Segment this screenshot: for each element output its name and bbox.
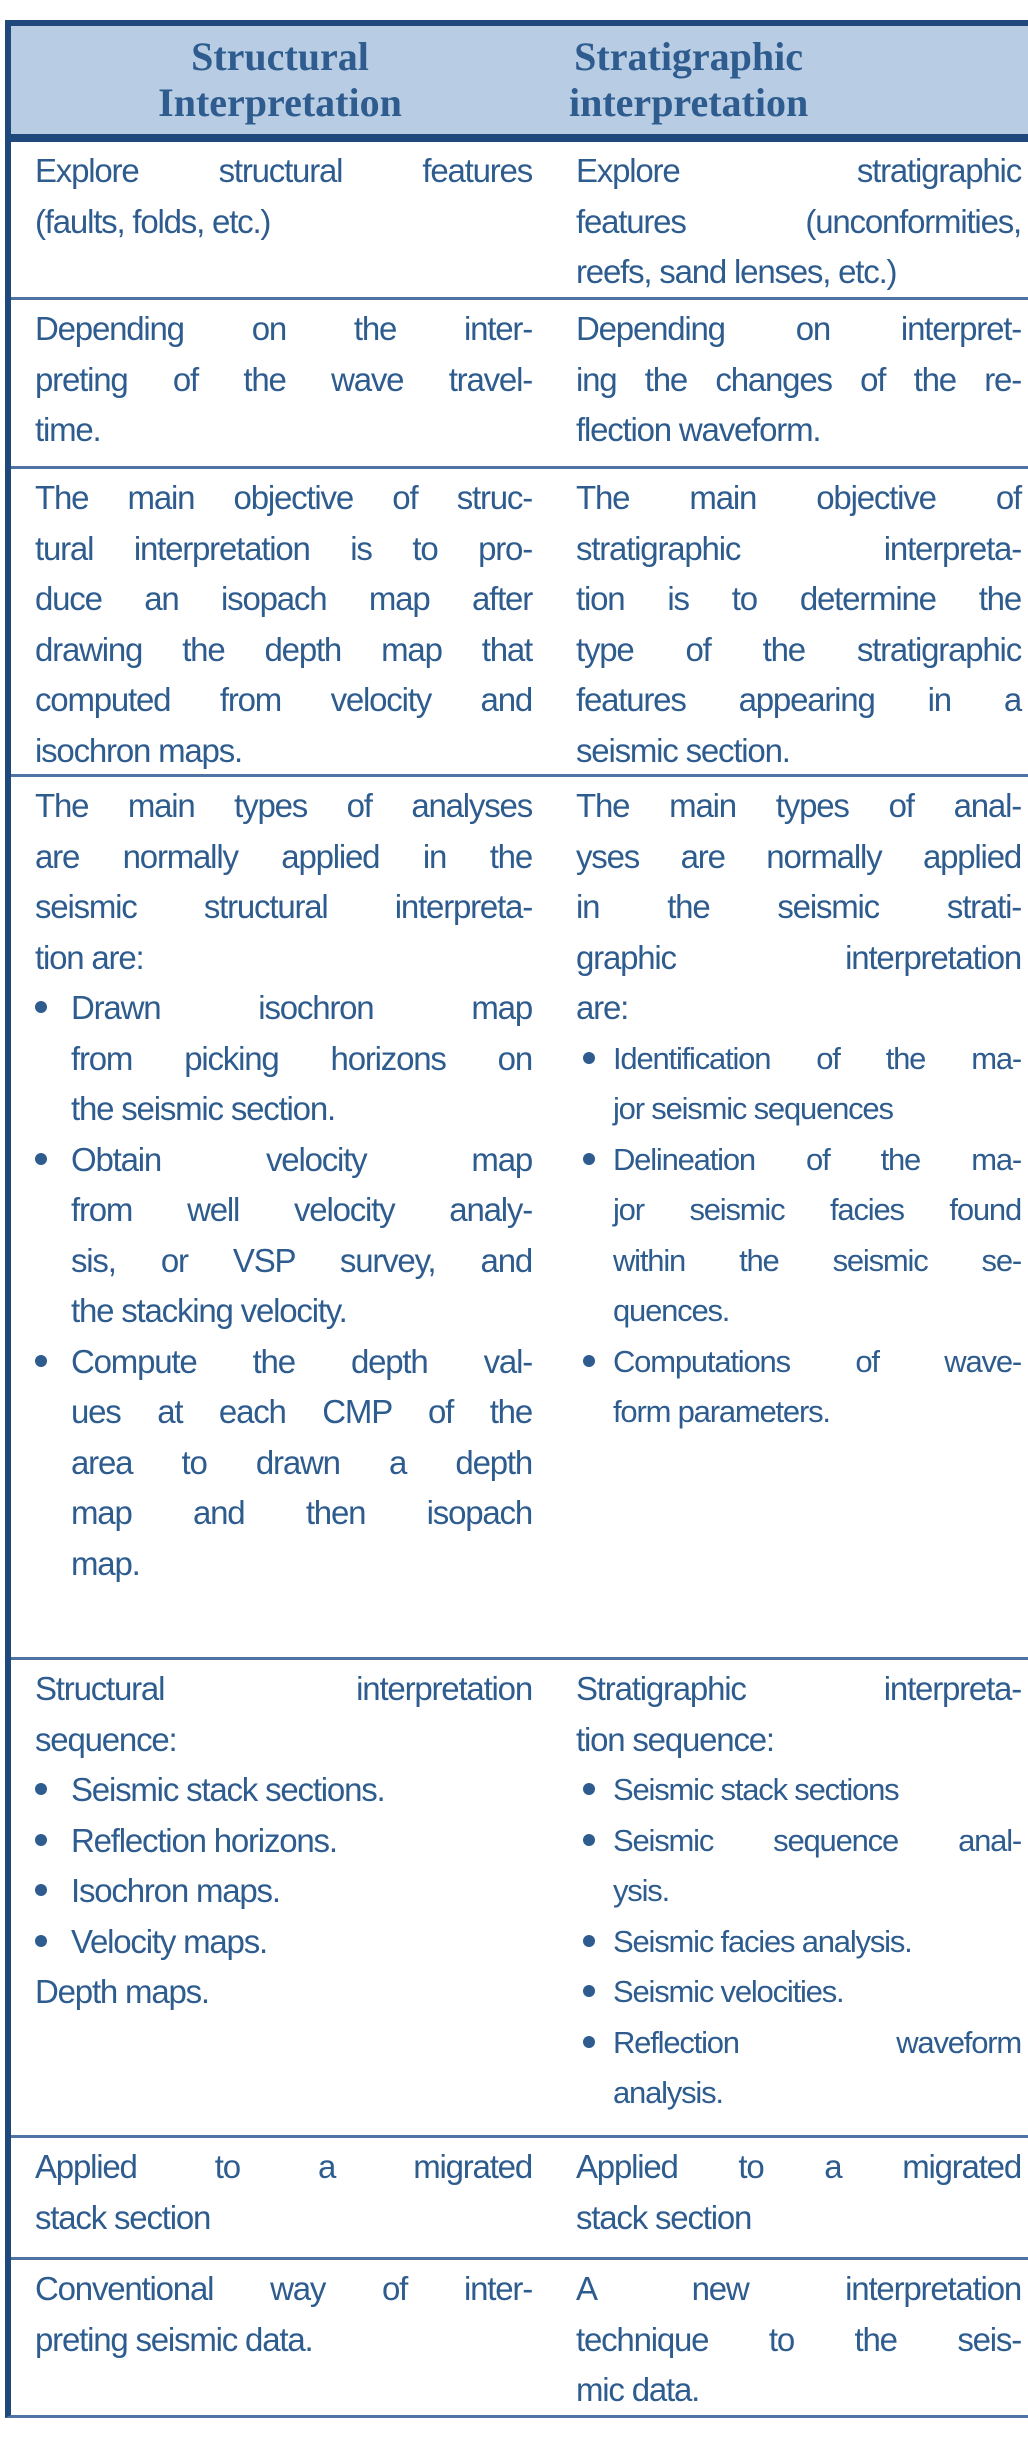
text-line: Seismic facies analysis.	[613, 1923, 912, 1959]
bullet-item	[576, 1337, 1021, 1438]
cell-stratigraphic	[556, 2260, 1021, 2415]
bullet-item	[576, 1816, 1021, 1917]
bullet-item	[35, 1917, 532, 1968]
text-line: quences.	[613, 1293, 730, 1328]
text-line: Identification of the ma-	[613, 1040, 1021, 1076]
table-row	[11, 142, 1028, 297]
header-line: interpretation	[569, 80, 809, 125]
text-line: Delineation of the ma-	[613, 1141, 1021, 1177]
bullet-item	[576, 2018, 1021, 2119]
text-line: A new interpretation	[576, 2270, 1021, 2307]
cell-structural	[11, 2260, 556, 2415]
bullet-item	[35, 1337, 532, 1590]
bullet-item	[576, 1967, 1021, 2018]
text-line: tion sequence:	[576, 1720, 774, 1758]
text-line: the stacking velocity.	[71, 1292, 347, 1329]
text-line: tion are:	[35, 938, 144, 976]
text-line: mic data.	[576, 2371, 700, 2408]
bullet-icon	[583, 1834, 595, 1846]
text-line: within the seismic se-	[613, 1242, 1021, 1278]
text-line: drawing the depth map that	[35, 630, 532, 668]
text-line: from well velocity analy-	[71, 1191, 532, 1228]
bullet-icon	[583, 1935, 595, 1947]
text-line: duce an isopach map after	[35, 580, 532, 617]
text-line: The main types of anal-	[576, 787, 1021, 824]
bullet-icon	[583, 1052, 595, 1064]
header-stratigraphic-interpretation	[549, 26, 1009, 134]
text-line: the seismic section.	[71, 1090, 335, 1127]
text-line: technique to the seis-	[576, 2320, 1021, 2358]
text-line: stack section	[35, 2198, 211, 2236]
bullet-item	[35, 1816, 532, 1867]
bullet-item	[576, 1765, 1021, 1816]
cell-structural	[11, 2138, 556, 2257]
cell-structural	[11, 1660, 556, 2135]
text-line: Computations of wave-	[613, 1343, 1021, 1379]
text-line: from picking horizons on	[71, 1039, 532, 1077]
text-line: stratigraphic interpreta-	[576, 529, 1021, 567]
text-line: ues at each CMP of the	[71, 1393, 532, 1430]
bullet-icon	[35, 1884, 47, 1896]
text-line: Seismic stack sections	[613, 1772, 899, 1807]
text-line: are:	[576, 989, 629, 1026]
table-row	[11, 2135, 1028, 2257]
text-line: Stratigraphic interpreta-	[576, 1670, 1021, 1707]
text-line: analysis.	[613, 2075, 723, 2110]
bullet-item	[576, 1135, 1021, 1337]
text-line: yses are normally applied	[576, 837, 1021, 875]
text-line: Isochron maps.	[71, 1872, 280, 1909]
text-line: (faults, folds, etc.)	[35, 202, 271, 240]
text-line: jor seismic sequences	[613, 1091, 893, 1126]
text-line: features (unconformities,	[576, 202, 1021, 240]
text-line: The main objective of	[576, 479, 1021, 516]
text-line: preting of the wave travel-	[35, 360, 532, 398]
bullet-icon	[35, 1834, 47, 1846]
text-line: Seismic sequence anal-	[613, 1822, 1021, 1858]
bullet-item	[35, 983, 532, 1135]
text-line: map and then isopach	[71, 1494, 532, 1531]
bullet-item	[35, 1765, 532, 1816]
table-row	[11, 1657, 1028, 2135]
bullet-item	[576, 1034, 1021, 1135]
table-row	[11, 466, 1028, 774]
text-line: Explore structural features	[35, 152, 532, 189]
text-line: Conventional way of inter-	[35, 2270, 532, 2307]
text-line: The main objective of struc-	[35, 479, 532, 516]
table-row	[11, 2257, 1028, 2415]
cell-stratigraphic	[556, 142, 1021, 297]
text-line: time.	[35, 411, 101, 448]
text-line: computed from velocity and	[35, 681, 532, 718]
text-line: sequence:	[35, 1720, 177, 1758]
table-body	[11, 142, 1028, 2415]
comparison-table	[5, 20, 1028, 2418]
text-line: Seismic velocities.	[613, 1974, 844, 2009]
cell-stratigraphic	[556, 777, 1021, 1657]
text-line: Depth maps.	[35, 1973, 209, 2010]
text-line: Applied to a migrated	[35, 2148, 532, 2185]
text-line: in the seismic strati-	[576, 888, 1021, 925]
bullet-item	[576, 1917, 1021, 1968]
cell-structural	[11, 142, 556, 297]
text-line: ing the changes of the re-	[576, 360, 1021, 398]
text-line: seismic structural interpreta-	[35, 888, 532, 925]
text-line: Applied to a migrated	[576, 2148, 1021, 2185]
text-line: preting seismic data.	[35, 2320, 313, 2358]
text-line: type of the stratigraphic	[576, 630, 1021, 668]
header-line: Stratigraphic	[574, 34, 804, 79]
bullet-icon	[583, 2036, 595, 2048]
text-line: Seismic stack sections.	[71, 1771, 385, 1808]
bullet-item	[35, 1135, 532, 1337]
bullet-icon	[35, 1935, 47, 1947]
text-line: ysis.	[613, 1873, 670, 1908]
header-line: Interpretation	[158, 80, 402, 125]
text-line: area to drawn a depth	[71, 1443, 532, 1481]
text-line: features appearing in a	[576, 681, 1021, 718]
text-line: The main types of analyses	[35, 787, 532, 824]
text-line: seismic section.	[576, 731, 790, 769]
text-line: Velocity maps.	[71, 1922, 267, 1960]
cell-stratigraphic	[556, 1660, 1021, 2135]
text-line: tion is to determine the	[576, 580, 1021, 617]
cell-structural	[11, 777, 556, 1657]
cell-structural	[11, 469, 556, 774]
text-line: Explore stratigraphic	[576, 152, 1021, 189]
text-line: Drawn isochron map	[71, 989, 532, 1026]
bullet-icon	[583, 1153, 595, 1165]
text-line: jor seismic facies found	[613, 1192, 1021, 1227]
cell-stratigraphic	[556, 300, 1021, 466]
header-line: Structural	[191, 34, 369, 79]
text-line: form parameters.	[613, 1394, 830, 1429]
bullet-icon	[35, 1153, 47, 1165]
text-line: map.	[71, 1544, 140, 1582]
bullet-icon	[35, 1001, 47, 1013]
bullet-item	[35, 1866, 532, 1917]
text-line: Reflection horizons.	[71, 1821, 337, 1859]
table-row	[11, 774, 1028, 1657]
table-row	[11, 297, 1028, 466]
text-line: Compute the depth val-	[71, 1342, 532, 1380]
text-line: Depending on the inter-	[35, 310, 532, 347]
bullet-icon	[35, 1355, 47, 1367]
cell-stratigraphic	[556, 2138, 1021, 2257]
bullet-icon	[583, 1985, 595, 1997]
header-structural-interpretation	[11, 26, 549, 134]
text-line: flection waveform.	[576, 411, 821, 448]
text-line: Obtain velocity map	[71, 1140, 532, 1178]
text-line: isochron maps.	[35, 731, 242, 769]
bullet-icon	[583, 1355, 595, 1367]
cell-stratigraphic	[556, 469, 1021, 774]
text-line: graphic interpretation	[576, 938, 1021, 976]
text-line: tural interpretation is to pro-	[35, 529, 532, 567]
text-line: reefs, sand lenses, etc.)	[576, 253, 897, 290]
bullet-icon	[583, 1783, 595, 1795]
table-header	[11, 26, 1028, 142]
text-line: Depending on interpret-	[576, 310, 1021, 347]
bullet-icon	[35, 1783, 47, 1795]
text-line: are normally applied in the	[35, 837, 532, 875]
text-line: Structural interpretation	[35, 1670, 532, 1707]
cell-structural	[11, 300, 556, 466]
text-line: stack section	[576, 2198, 752, 2236]
text-line: sis, or VSP survey, and	[71, 1241, 532, 1279]
text-line: Reflection waveform	[613, 2024, 1021, 2060]
